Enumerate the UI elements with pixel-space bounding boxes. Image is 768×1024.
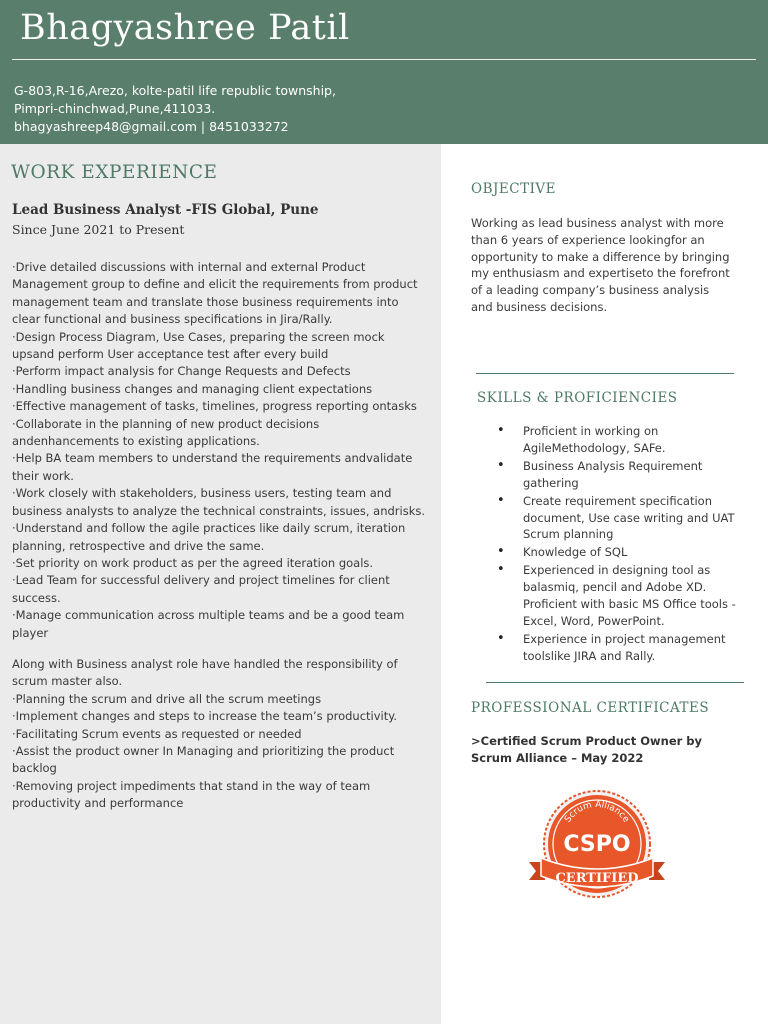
email-phone: bhagyashreep48@gmail.com | 8451033272 — [14, 119, 289, 134]
scrum-duty-item: ·Assist the product owner In Managing and prioritizing the product backlog — [12, 743, 395, 776]
scrum-duty-item: ·Removing project impediments that stand in the way of team productivity and performance — [12, 778, 371, 811]
job-date: Since June 2021 to Present — [12, 222, 185, 237]
header-divider — [12, 59, 756, 60]
scrum-duty-item: ·Implement changes and steps to increase the team’s productivity. — [12, 709, 398, 724]
section-divider — [486, 682, 744, 683]
skill-item: • Create requirement specification document, Use case writing and UAT Scrum planning — [497, 493, 747, 544]
badge-main-text: CSPO — [563, 832, 631, 857]
work-experience-heading: WORK EXPERIENCE — [11, 162, 218, 183]
certificate-item: >Certified Scrum Product Owner by Scrum Alliance – May 2022 — [471, 734, 703, 765]
duty-item: ·Manage communication across multiple teams and be a good team player — [12, 608, 405, 640]
candidate-name: Bhagyashree Patil — [20, 8, 350, 48]
scrum-duty-item: ·Facilitating Scrum events as requested or needed — [12, 726, 302, 741]
objective-heading: OBJECTIVE — [471, 181, 557, 197]
duty-item: ·Help BA team members to understand the requirements andvalidate their work. — [12, 451, 413, 483]
duty-item: ·Design Process Diagram, Use Cases, preparing the screen mock upsand perform User acceptance test after every build — [12, 329, 385, 362]
duties-list — [12, 259, 428, 813]
section-divider — [476, 373, 734, 374]
duty-item: ·Collaborate in the planning of new product decisions andenhancements to existing applications. — [12, 416, 320, 449]
badge-ribbon-text: CERTIFIED — [555, 871, 639, 886]
badge-arc-text: Scrum Alliance — [563, 799, 631, 825]
skills-list — [497, 423, 747, 666]
skill-item: • Knowledge of SQL — [497, 544, 747, 561]
job-title: Lead Business Analyst -FIS Global, Pune — [12, 202, 319, 218]
duty-item: ·Set priority on work product as per the agreed iteration goals. — [12, 555, 374, 570]
objective-text: Working as lead business analyst with more than 6 years of experience lookingfor an opportunity to make a difference by bringing my enthusiasm and expertiseto the forefront of a leading company’s business analysis and business decisions. — [471, 216, 730, 314]
address-line-1: G-803,R-16,Arezo, kolte-patil life republic township, — [14, 83, 336, 98]
duty-item: ·Lead Team for successful delivery and project timelines for client success. — [12, 573, 390, 605]
address-line-2: Pimpri-chinchwad,Pune,411033. — [14, 101, 216, 116]
duty-item: ·Effective management of tasks, timelines, progress reporting ontasks — [12, 399, 417, 414]
duty-item: ·Perform impact analysis for Change Requests and Defects — [12, 364, 351, 379]
skill-item: • Experienced in designing tool as balasmiq, pencil and Adobe XD. Proficient with basic MS Office tools - Excel, Word, PowerPoint. — [497, 562, 747, 630]
skill-item: • Experience in project management toolslike JIRA and Rally. — [497, 631, 747, 665]
duty-item: ·Drive detailed discussions with internal and external Product Management group to define and elicit the requirements from product management team and translate those business requirements into clear functional and business specifications in Jira/Rally. — [12, 260, 418, 327]
certificates-heading: PROFESSIONAL CERTIFICATES — [471, 700, 710, 716]
duty-item: ·Work closely with stakeholders, business users, testing team and business analysts to analyze the technical constraints, issues, andrisks. — [12, 486, 426, 518]
duty-item: ·Handling business changes and managing client expectations — [12, 381, 373, 396]
scrum-duty-item: ·Planning the scrum and drive all the scrum meetings — [12, 691, 322, 706]
cspo-badge-icon — [525, 788, 669, 908]
contact-block — [14, 82, 336, 136]
skill-item: • Proficient in working on AgileMethodology, SAFe. — [497, 423, 747, 457]
duty-item: ·Understand and follow the agile practices like daily scrum, iteration planning, retrospective and drive the same. — [12, 521, 406, 553]
work-experience-panel — [0, 144, 441, 1024]
scrum-intro: Along with Business analyst role have handled the responsibility of scrum master also. — [12, 656, 398, 689]
spacer — [12, 642, 428, 656]
skill-item: • Business Analysis Requirement gathering — [497, 458, 747, 492]
resume-header — [0, 0, 768, 144]
skills-heading: SKILLS & PROFICIENCIES — [477, 390, 678, 406]
sidebar-panel — [441, 144, 768, 1024]
